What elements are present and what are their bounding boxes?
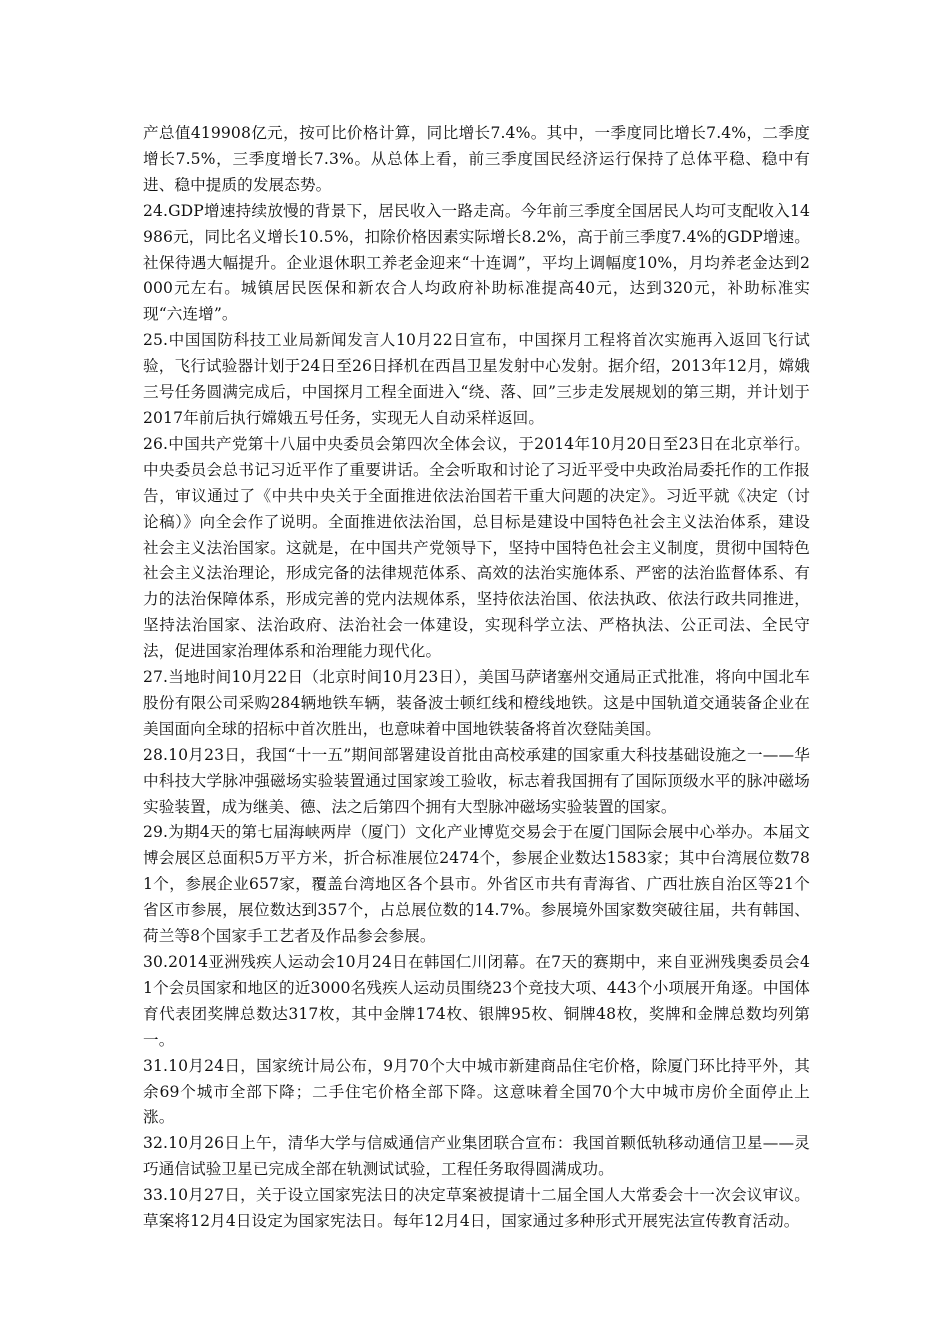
paragraph-item-33: 33.10月27日，关于设立国家宪法日的决定草案被提请十二届全国人大常委会十一次会议审议。草案将12月4日设定为国家宪法日。每年12月4日，国家通过多种形式开展宪法宣传教育活动。 [143, 1186, 810, 1231]
document-body [143, 121, 810, 1235]
paragraph-item-32: 32.10月26日上午，清华大学与信威通信产业集团联合宣布：我国首颗低轨移动通信卫星——灵巧通信试验卫星已完成全部在轨测试试验，工程任务取得圆满成功。 [143, 1134, 810, 1179]
paragraph-gdp-continuation: 产总值419908亿元，按可比价格计算，同比增长7.4%。其中，一季度同比增长7.4%，二季度增长7.5%，三季度增长7.3%。从总体上看，前三季度国民经济运行保持了总体平稳、稳中有进、稳中提质的发展态势。 [143, 124, 810, 194]
paragraph-item-26: 26.中国共产党第十八届中央委员会第四次全体会议，于2014年10月20日至23日在北京举行。中央委员会总书记习近平作了重要讲话。全会听取和讨论了习近平受中央政治局委托作的工作报告，审议通过了《中共中央关于全面推进依法治国若干重大问题的决定》。习近平就《决定（讨论稿）》向全会作了说明。全面推进依法治国，总目标是建设中国特色社会主义法治体系，建设社会主义法治国家。这就是，在中国共产党领导下，坚持中国特色社会主义制度，贯彻中国特色社会主义法治理论，形成完备的法律规范体系、高效的法治实施体系、严密的法治监督体系、有力的法治保障体系，形成完善的党内法规体系，坚持依法治国、依法执政、依法行政共同推进，坚持法治国家、法治政府、法治社会一体建设，实现科学立法、严格执法、公正司法、全民守法，促进国家治理体系和治理能力现代化。 [143, 434, 810, 661]
paragraph-item-28: 28.10月23日，我国“十一五”期间部署建设首批由高校承建的国家重大科技基础设施之一——华中科技大学脉冲强磁场实验装置通过国家竣工验收，标志着我国拥有了国际顶级水平的脉冲磁场实验装置，成为继美、德、法之后第四个拥有大型脉冲磁场实验装置的国家。 [143, 745, 810, 816]
paragraph-item-29: 29.为期4天的第七届海峡两岸（厦门）文化产业博览交易会于在厦门国际会展中心举办。本届文博会展区总面积5万平方米，折合标准展位2474个，参展企业数达1583家；其中台湾展位数781个，参展企业657家，覆盖台湾地区各个县市。外省区市共有青海省、广西壮族自治区等21个省区市参展，展位数达到357个，占总展位数的14.7%。参展境外国家数突破往届，共有韩国、荷兰等8个国家手工艺者及作品参会参展。 [143, 823, 810, 946]
paragraph-item-30: 30.2014亚洲残疾人运动会10月24日在韩国仁川闭幕。在7天的赛期中，来自亚洲残奥委员会41个会员国家和地区的近3000名残疾人运动员围绕23个竞技大项、443个小项展开角逐。中国体育代表团奖牌总数达317枚，其中金牌174枚、银牌95枚、铜牌48枚，奖牌和金牌总数均列第一。 [143, 953, 810, 1049]
paragraph-item-24: 24.GDP增速持续放慢的背景下，居民收入一路走高。今年前三季度全国居民人均可支配收入14986元，同比名义增长10.5%，扣除价格因素实际增长8.2%，高于前三季度7.4%的GDP增速。社保待遇大幅提升。企业退休职工养老金迎来“十连调”，平均上调幅度10%，月均养老金达到2000元左右。城镇居民医保和新农合人均政府补助标准提高40元，达到320元，补助标准实现“六连增”。 [143, 201, 810, 324]
paragraph-item-31: 31.10月24日，国家统计局公布，9月70个大中城市新建商品住宅价格，除厦门环比持平外，其余69个城市全部下降；二手住宅价格全部下降。这意味着全国70个大中城市房价全面停止上涨。 [143, 1056, 810, 1127]
paragraph-item-27: 27.当地时间10月22日（北京时间10月23日），美国马萨诸塞州交通局正式批准，将向中国北车股份有限公司采购284辆地铁车辆，装备波士顿红线和橙线地铁。这是中国轨道交通装备企业在美国面向全球的招标中首次胜出，也意味着中国地铁装备将首次登陆美国。 [143, 668, 810, 738]
paragraph-item-25: 25.中国国防科技工业局新闻发言人10月22日宣布，中国探月工程将首次实施再入返回飞行试验，飞行试验器计划于24日至26日择机在西昌卫星发射中心发射。据介绍，2013年12月，嫦娥三号任务圆满完成后，中国探月工程全面进入“绕、落、回”三步走发展规划的第三期，并计划于2017年前后执行嫦娥五号任务，实现无人自动采样返回。 [143, 331, 810, 427]
